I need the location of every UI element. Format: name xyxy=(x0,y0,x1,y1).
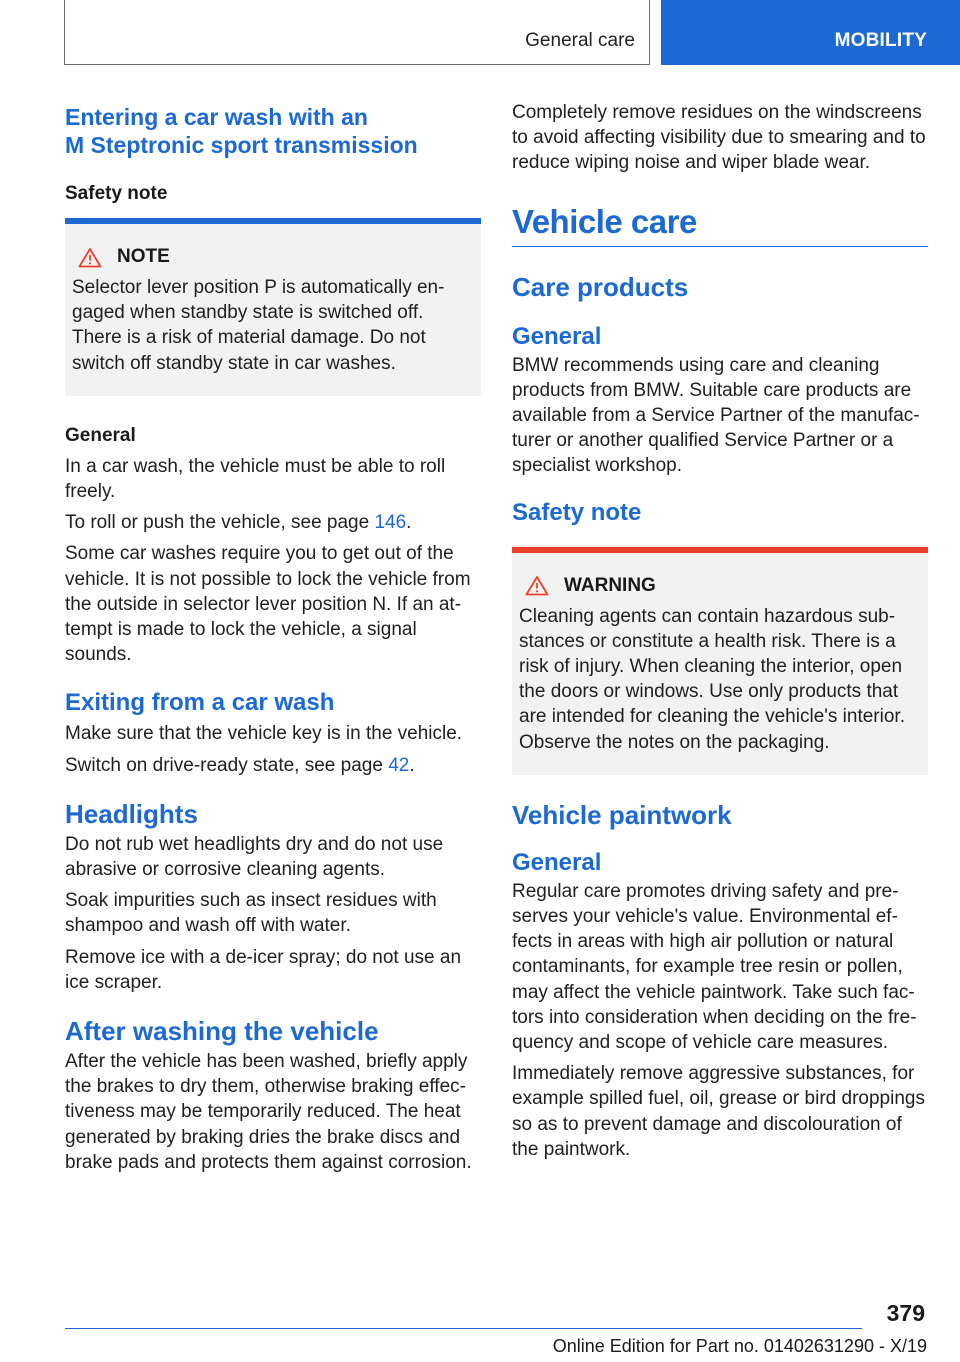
subheading-general: General xyxy=(65,424,136,446)
note-box xyxy=(65,218,481,396)
paragraph-drive-ready-text: Switch on drive-ready state, see page xyxy=(65,754,389,776)
paragraph-insect-residues: Soak impurities such as insect residues with shampoo and wash off with water. xyxy=(65,890,437,937)
heading-after-washing: After washing the vehicle xyxy=(65,1016,379,1047)
warning-title-label: WARNING xyxy=(564,574,656,596)
paragraph-roll-push xyxy=(65,510,481,535)
header-section-box xyxy=(64,0,650,65)
heading-car-wash-steptronic: Entering a car wash with an M Steptronic sport transmission xyxy=(65,104,418,158)
heading-exiting-car-wash: Exiting from a car wash xyxy=(65,689,335,717)
warning-triangle-icon xyxy=(525,575,549,596)
page-number: 379 xyxy=(886,1300,925,1326)
vehicle-care-title-block xyxy=(512,202,928,247)
paragraph-brakes-dry: After the vehicle has been washed, briefly apply the brakes to dry them, otherwise braking effec-tiveness may be temporarily reduced. The heat generated by braking dries the brake discs and brake pads and protects them against corrosion. xyxy=(65,1051,472,1173)
paragraph-roll-freely: In a car wash, the vehicle must be able to roll freely. xyxy=(65,455,446,503)
heading-safety-note: Safety note xyxy=(512,498,642,526)
header-chapter-tab xyxy=(661,0,960,65)
left-column xyxy=(65,100,481,1181)
note-body: Selector lever position P is automatically en-gaged when standby state is switched off. There is a risk of material damage. Do not switch off standby state in car washes. xyxy=(72,277,445,374)
heading-general-paintwork: General xyxy=(512,848,602,876)
header-chapter-label: MOBILITY xyxy=(834,30,927,51)
heading-care-products: Care products xyxy=(512,271,689,302)
paragraph-roll-push-end: . xyxy=(406,512,412,534)
heading-vehicle-paintwork: Vehicle paintwork xyxy=(512,799,732,830)
paragraph-de-icer: Remove ice with a de-icer spray; do not use an ice scraper. xyxy=(65,946,462,993)
paragraph-key-in-vehicle: Make sure that the vehicle key is in the vehicle. xyxy=(65,723,463,745)
paragraph-bmw-recommends: BMW recommends using care and cleaning products from BMW. Suitable care products are available from a Service Partner of the manufac-turer or another qualified Service Partner or a specialist workshop. xyxy=(512,354,920,477)
paragraph-headlights-rub: Do not rub wet headlights dry and do not use abrasive or corrosive cleaning agents. xyxy=(65,833,444,881)
paragraph-regular-care: Regular care promotes driving safety and pre-serves your vehicle's value. Environmental ef-fects in areas with high air pollution or natural contaminants, for example tree resin or pollen, may affect the vehicle paintwork. Take such fac-tors into consideration when deciding on the fre-quency and scope of vehicle care measures. xyxy=(512,880,917,1054)
warning-body: Cleaning agents can contain hazardous sub-stances or constitute a health risk. There is a risk of injury. When cleaning the interior, open the doors or windows. Use only products that are intended for cleaning the vehicle's interior. Observe the notes on the packaging. xyxy=(519,605,905,753)
heading-vehicle-care: Vehicle care xyxy=(512,202,697,240)
paragraph-aggressive-substances: Immediately remove aggressive substances, for example spilled fuel, oil, grease or bird droppings so as to prevent damage and discolouration of the paintwork. xyxy=(512,1063,925,1160)
paragraph-get-out: Some car washes require you to get out of the vehicle. It is not possible to lock the vehicle from the outside in selector lever position N. If an at-tempt is made to lock the vehicle, a signal sounds. xyxy=(65,543,471,666)
paragraph-roll-push-text: To roll or push the vehicle, see page xyxy=(65,512,375,534)
heading-headlights: Headlights xyxy=(65,798,198,829)
note-title-label: NOTE xyxy=(117,246,170,267)
page-link-146[interactable]: 146 xyxy=(374,512,407,534)
subheading-safety-note: Safety note xyxy=(65,183,168,204)
paragraph-drive-ready xyxy=(65,753,481,778)
paragraph-drive-ready-end: . xyxy=(409,754,415,776)
page-link-42[interactable]: 42 xyxy=(388,754,410,776)
right-column xyxy=(512,100,928,1168)
warning-box xyxy=(512,547,928,775)
warning-triangle-icon xyxy=(78,247,102,268)
warning-title xyxy=(519,575,921,597)
heading-general-care-products: General xyxy=(512,322,602,350)
paragraph-windscreens: Completely remove residues on the windscreens to avoid affecting visibility due to smearing and to reduce wiping noise and wiper blade wear. xyxy=(512,102,926,174)
header-section-title: General care xyxy=(525,30,635,51)
footer-edition: Online Edition for Part no. 01402631290 - X/19 xyxy=(552,1336,927,1356)
footer-divider xyxy=(65,1328,862,1329)
note-title xyxy=(72,246,474,268)
